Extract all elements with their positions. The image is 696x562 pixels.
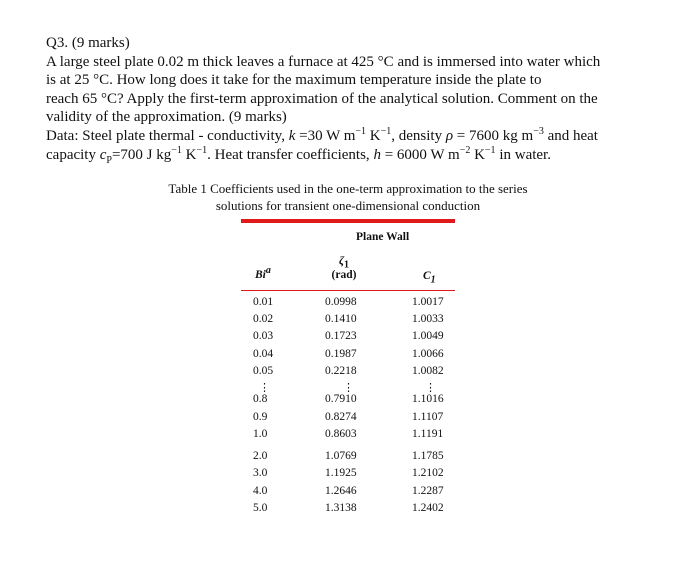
c1-cell: 1.0066: [412, 347, 444, 360]
h-value: = 6000 W m: [380, 146, 460, 163]
c1-cell: 1.0049: [412, 330, 444, 343]
h-exp2: −1: [484, 144, 496, 156]
c1-cell: 1.1785: [412, 450, 444, 462]
cp-value: =700 J kg: [111, 146, 172, 163]
caption-line-1: Table 1 Coefficients used in the one-term approximation to the series: [168, 181, 528, 196]
question-heading: Q3. (9 marks): [46, 35, 130, 51]
table-caption: [110, 181, 586, 214]
zeta-cell: 0.7910: [325, 393, 357, 405]
bi-cell: 1.0: [253, 428, 268, 440]
bi-cell: 3.0: [253, 467, 268, 480]
c1-cell: 1.0033: [412, 313, 444, 326]
zeta-cell: 1.2646: [325, 484, 357, 497]
zeta-cell: 1.3138: [325, 501, 357, 514]
table-row: [0, 411, 696, 427]
ellipsis-mark: ⋮: [343, 382, 354, 394]
table-row: [0, 365, 696, 381]
bi-sup: a: [265, 265, 271, 277]
c1-cell: 1.1107: [412, 410, 444, 423]
bi-cell: 4.0: [253, 484, 268, 497]
column-header-c1: [423, 270, 436, 286]
question-line: reach 65 °C? Apply the first-term approximation of the analytical solution. Comment on the: [46, 90, 598, 107]
bi-cell: 5.0: [253, 501, 268, 514]
cp-exp2: −1: [196, 144, 208, 156]
bi-cell: 0.03: [253, 330, 274, 343]
table-row: [0, 428, 696, 444]
ellipsis-mark: ⋮: [425, 382, 436, 394]
caption-line-2: solutions for transient one-dimensional conduction: [215, 197, 481, 213]
h-unit2: K: [470, 146, 485, 163]
k-exp2: −1: [380, 125, 392, 137]
h-exp1: −2: [459, 144, 471, 156]
table-row: [0, 313, 696, 329]
bi-cell: 0.04: [253, 347, 274, 360]
rho-value: = 7600 kg m: [453, 127, 534, 144]
bi-cell: 2.0: [253, 450, 268, 462]
k-unit2: K: [366, 127, 381, 144]
zeta-cell: 0.1987: [325, 347, 357, 360]
data-prefix: Data: Steel plate thermal - conductivity,: [46, 127, 289, 144]
htc-text: . Heat transfer coefficients,: [207, 146, 374, 163]
zeta-cell: 0.0998: [325, 296, 357, 308]
c-label: C: [423, 270, 431, 282]
zeta-cell: 0.1410: [325, 313, 357, 326]
k-value: =30 W m: [295, 127, 356, 144]
table-row: [0, 296, 696, 312]
c1-cell: 1.2102: [412, 467, 444, 480]
zeta-cell: 0.8274: [325, 410, 357, 423]
zeta-cell: 1.0769: [325, 450, 357, 462]
question-line: validity of the approximation. (9 marks): [46, 109, 287, 126]
question-text: [46, 34, 656, 164]
capacity-prefix: capacity: [46, 146, 100, 163]
column-header-bi: [255, 265, 271, 281]
c1-cell: 1.2287: [412, 484, 444, 497]
bi-label: Bi: [255, 269, 266, 281]
zeta-sub: 1: [344, 259, 350, 271]
table-row: [0, 502, 696, 518]
data-line-1: [46, 127, 656, 146]
table-row: [0, 450, 696, 466]
bi-cell: 0.01: [253, 296, 274, 308]
table-row: [0, 485, 696, 501]
h-tail: in water.: [495, 146, 551, 163]
question-line: A large steel plate 0.02 m thick leaves a furnace at 425 °C and is immersed into water which: [46, 53, 601, 70]
cp-symbol: c: [99, 146, 107, 163]
k-exp1: −1: [355, 125, 367, 137]
zeta-symbol: ζ: [338, 255, 345, 267]
c1-cell: 1.0017: [412, 296, 444, 308]
table-top-rule: [241, 219, 455, 223]
zeta-cell: 0.1723: [325, 330, 357, 343]
c1-cell: 1.2402: [412, 501, 444, 514]
c-sub: 1: [430, 274, 436, 286]
rho-symbol: ρ: [445, 127, 454, 144]
column-header-zeta: [324, 255, 364, 282]
ellipsis-mark: ⋮: [259, 382, 270, 394]
data-line-2: [46, 146, 656, 165]
rho-exp: −3: [533, 125, 544, 137]
heat-text: and heat: [543, 127, 598, 144]
c1-cell: 1.1016: [412, 393, 444, 405]
zeta-unit: (rad): [331, 269, 357, 281]
cp-exp1: −1: [171, 144, 182, 156]
bi-cell: 0.9: [253, 410, 268, 423]
bi-cell: 0.02: [253, 313, 274, 326]
k-symbol: k: [288, 127, 296, 144]
table-row: [0, 467, 696, 483]
cp-sub: P: [106, 154, 112, 166]
header-rule: [241, 290, 455, 291]
plane-wall-header: Plane Wall: [356, 231, 410, 243]
zeta-cell: 0.8603: [325, 428, 357, 440]
zeta-cell: 0.2218: [325, 364, 357, 377]
cp-unit2: K: [181, 146, 197, 163]
bi-cell: 0.8: [253, 393, 268, 405]
c1-cell: 1.0082: [412, 364, 444, 377]
bi-cell: 0.05: [253, 364, 274, 377]
question-line: is at 25 °C. How long does it take for the maximum temperature inside the plate to: [46, 72, 542, 89]
zeta-cell: 1.1925: [325, 467, 357, 480]
h-symbol: h: [373, 146, 381, 163]
table-row: [0, 330, 696, 346]
table-row: [0, 393, 696, 409]
c1-cell: 1.1191: [412, 428, 444, 440]
table-row: [0, 348, 696, 364]
density-text: , density: [391, 127, 446, 144]
